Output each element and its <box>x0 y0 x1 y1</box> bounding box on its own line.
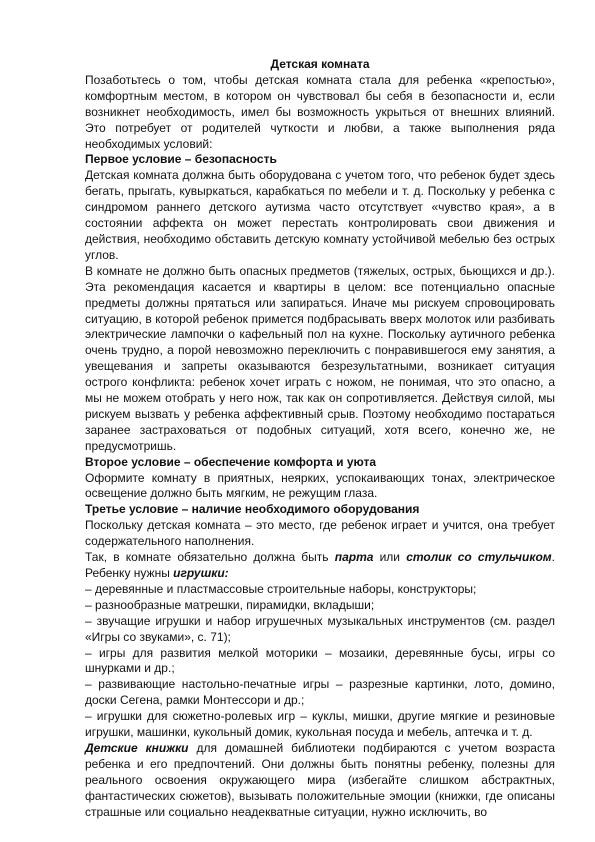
intro-paragraph: Позаботьтесь о том, чтобы детская комната стала для ребенка «крепостью», комфортным местом, в котором он чувствовал бы себя в безопасности и, если возникнет необходимость, имел бы возможность укрыться от внешних влияний. Это потребует от родителей чуткости и любви, а также выполнения ряда необходимых условий: <box>85 72 555 151</box>
emphasis-books: Детские книжки <box>85 740 189 755</box>
section-2-paragraph-1: Оформите комнату в приятных, неярких, успокаивающих тонах, электрическое освещение должно быть мягким, не режущим глаза. <box>85 470 555 501</box>
list-item: – развивающие настольно-печатные игры – разрезные картинки, лото, домино, доски Сегена, рамки Монтессори и др.; <box>85 677 555 708</box>
section-3-paragraph-1: Поскольку детская комната – это место, где ребенок играет и учится, она требует содержательного наполнения. <box>85 518 555 549</box>
text-run: или <box>373 550 407 565</box>
emphasis-desk: парта <box>334 550 374 565</box>
list-item: – игры для развития мелкой моторики – мозаики, деревянные бусы, игры со шнурками и др.; <box>85 645 555 676</box>
section-2-heading: Второе условие – обеспечение комфорта и уюта <box>85 454 377 469</box>
page-title: Детская комната <box>270 57 370 71</box>
emphasis-toys: игрушки: <box>173 566 229 580</box>
document-page <box>85 57 555 821</box>
list-item: – деревянные и пластмассовые строительные наборы, конструкторы; <box>85 581 477 596</box>
text-run: для домашней библиотеки подбираются с учетом возраста ребенка и его предпочтений. Они должны быть понятны ребенку, полезны для реального освоения окружающего мира (избегайте слишком абстрактных, фантастических сюжетов), вызывать положительные эмоции (книжки, где описаны страшные или социально неадекватные ситуации, нужно исключить, во <box>85 740 555 819</box>
section-1-paragraph-1: Детская комната должна быть оборудована с учетом того, что ребенок будет здесь бегать, прыгать, кувыркаться, карабкаться по мебели и т. д. Поскольку у ребенка с синдромом раннего детского аутизма часто отсутствует «чувство края», а в состоянии аффекта он может перестать контролировать свои движения и действия, необходимо обставить детскую комнату устойчивой мебелью без острых углов. <box>85 168 555 262</box>
books-paragraph <box>85 741 555 821</box>
text-run: . Ребенку нужны <box>85 550 555 580</box>
section-3-paragraph-2 <box>85 550 555 582</box>
list-item: – разнообразные матрешки, пирамидки, вкладыши; <box>85 597 375 612</box>
section-3-heading: Третье условие – наличие необходимого оборудования <box>85 502 420 517</box>
emphasis-table-chair: столик со стульчиком <box>406 550 552 565</box>
section-1-heading: Первое условие – безопасность <box>85 152 277 167</box>
list-item: – звучащие игрушки и набор игрушечных музыкальных инструментов (см. раздел «Игры со звуками», с. 71); <box>85 613 555 644</box>
section-1-paragraph-2: В комнате не должно быть опасных предметов (тяжелых, острых, бьющихся и др.). Эта рекомендация касается и квартиры в целом: все потенциально опасные предметы должны прятаться или запираться. Иначе мы рискуем спровоцировать ситуацию, в которой ребенок примется подбрасывать вверх молоток или разбивать электрические лампочки о кафельный пол на кухне. Поскольку аутичного ребенка очень трудно, а порой невозможно переключить с понравившегося ему занятия, а увещевания и запреты оказываются безрезультатными, возникает ситуация острого конфликта: ребенок хочет играть с ножом, не понимая, что это опасно, а мы не можем отобрать у него нож, так как он сопротивляется. Действуя силой, мы рискуем вызвать у ребенка аффективный срыв. Поэтому необходимо постараться заранее застраховаться от подобных ситуаций, хотя всего, конечно же, не предусмотришь. <box>85 263 555 453</box>
list-item: – игрушки для сюжетно-ролевых игр – куклы, мишки, другие мягкие и резиновые игрушки, машинки, кукольный домик, кукольная посуда и мебель, аптечка и т. д. <box>85 709 555 740</box>
text-run: Так, в комнате обязательно должна быть <box>85 550 335 565</box>
